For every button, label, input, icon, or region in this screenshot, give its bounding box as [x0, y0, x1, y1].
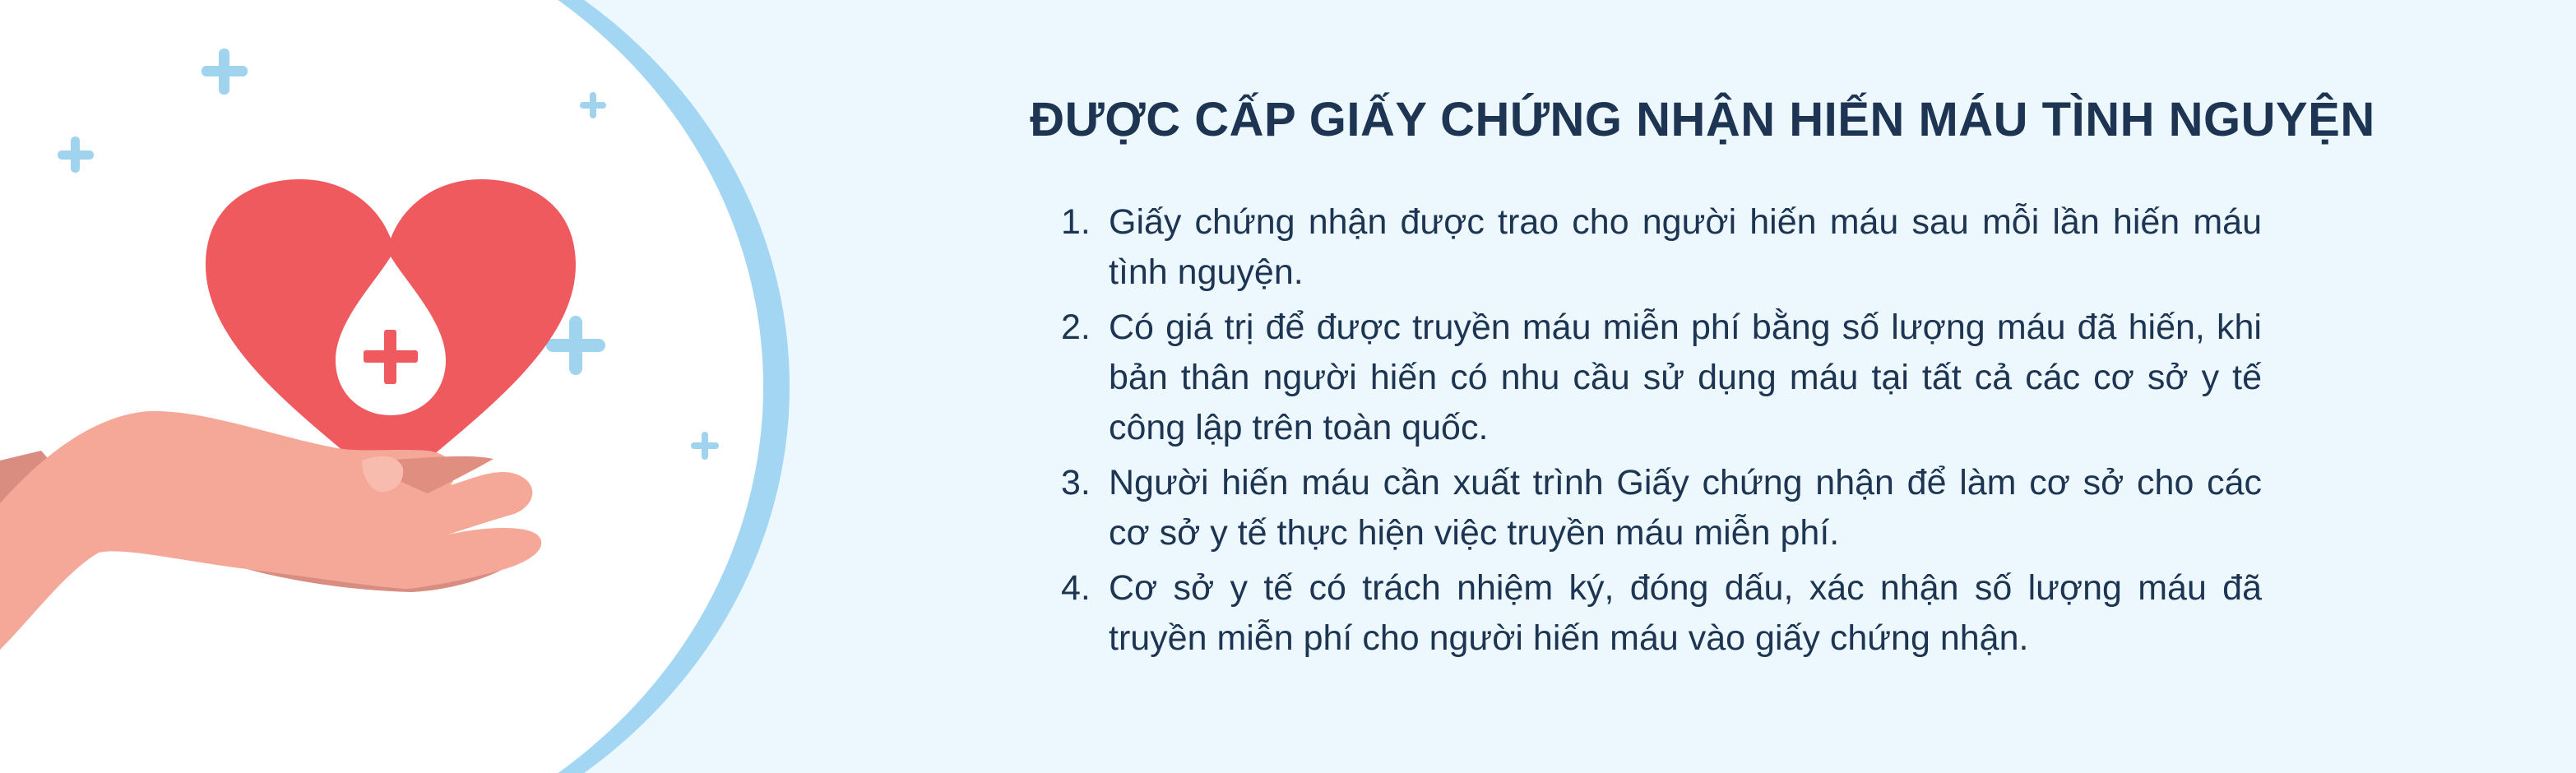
list-item [1061, 197, 2262, 298]
list-item [1061, 458, 2262, 558]
item-text: Giấy chứng nhận được trao cho người hiến máu sau mỗi lần hiến máu tình nguyện. [1109, 202, 2262, 292]
item-number: 4. [1061, 568, 1091, 608]
item-text: Có giá trị để được truyền máu miễn phí bằng số lượng máu đã hiến, khi bản thân người hiến có nhu cầu sử dụng máu tại tất cả các cơ sở y tế công lập trên toàn quốc. [1109, 308, 2262, 447]
page-title: ĐƯỢC CẤP GIẤY CHỨNG NHẬN HIẾN MÁU TÌNH NGUYỆN [1030, 93, 2375, 146]
benefits-list [1061, 197, 2262, 669]
donation-illustration [0, 0, 822, 773]
benefits-panel [897, 0, 2509, 773]
item-number: 2. [1061, 308, 1091, 347]
item-text: Cơ sở y tế có trách nhiệm ký, đóng dấu, xác nhận số lượng máu đã truyền miễn phí cho người hiến máu vào giấy chứng nhận. [1109, 568, 2262, 658]
list-item [1061, 303, 2262, 453]
list-item [1061, 563, 2262, 664]
item-text: Người hiến máu cần xuất trình Giấy chứng nhận để làm cơ sở cho các cơ sở y tế thực hiện việc truyền máu miễn phí. [1109, 463, 2262, 553]
item-number: 1. [1061, 202, 1091, 242]
item-number: 3. [1061, 463, 1091, 502]
